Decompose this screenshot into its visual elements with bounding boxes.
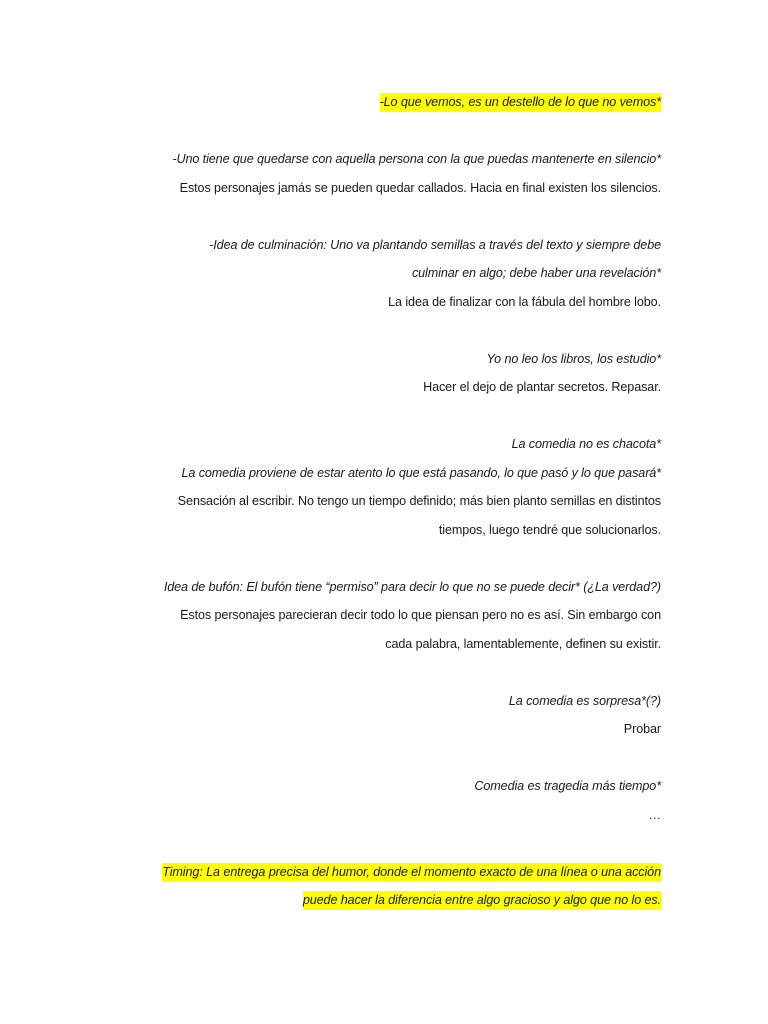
note-paragraph [100, 772, 661, 829]
note-paragraph [100, 345, 661, 402]
note-line [100, 231, 661, 260]
line-text: … [648, 807, 661, 822]
note-line [100, 772, 661, 801]
note-line [100, 88, 661, 117]
paragraph-spacer [100, 117, 661, 146]
paragraph-spacer [100, 744, 661, 773]
note-paragraph [100, 858, 661, 915]
note-line [100, 145, 661, 174]
document-body [100, 88, 661, 915]
note-line [100, 430, 661, 459]
note-paragraph [100, 687, 661, 744]
note-paragraph [100, 145, 661, 202]
note-line [100, 259, 661, 288]
line-text: cada palabra, lamentablemente, definen su existir. [385, 636, 661, 651]
line-text: Yo no leo los libros, los estudio* [486, 351, 661, 366]
line-text: La idea de finalizar con la fábula del hombre lobo. [388, 294, 661, 309]
note-paragraph [100, 430, 661, 544]
note-line [100, 516, 661, 545]
line-text: La comedia proviene de estar atento lo que está pasando, lo que pasó y lo que pasará* [181, 465, 661, 480]
paragraph-spacer [100, 658, 661, 687]
note-line [100, 459, 661, 488]
line-text: culminar en algo; debe haber una revelación* [411, 266, 661, 280]
note-paragraph [100, 231, 661, 317]
line-text: tiempos, luego tendré que solucionarlos. [438, 522, 661, 537]
highlighted-text: Timing: La entrega precisa del humor, donde el momento exacto de una línea o una acción [162, 863, 661, 882]
note-line [100, 174, 661, 203]
note-line [100, 886, 661, 915]
note-paragraph [100, 573, 661, 659]
note-line [100, 345, 661, 374]
line-text: Hacer el dejo de plantar secretos. Repasar. [423, 380, 661, 394]
line-text: Probar [623, 722, 661, 736]
note-line [100, 687, 661, 716]
line-text: Comedia es tragedia más tiempo* [474, 779, 661, 793]
highlighted-text: puede hacer la diferencia entre algo gracioso y algo que no lo es. [303, 891, 661, 910]
note-paragraph [100, 88, 661, 117]
line-text: Sensación al escribir. No tengo un tiempo definido; más bien planto semillas en distintos [177, 494, 661, 508]
paragraph-spacer [100, 316, 661, 345]
note-line [100, 573, 661, 602]
line-text: -Idea de culminación: Uno va plantando semillas a través del texto y siempre debe [209, 237, 661, 252]
note-line [100, 487, 661, 516]
highlighted-text: -Lo que vemos, es un destello de lo que no vemos* [380, 93, 661, 112]
paragraph-spacer [100, 829, 661, 858]
note-line [100, 601, 661, 630]
paragraph-spacer [100, 544, 661, 573]
note-line [100, 801, 661, 830]
line-text: La comedia no es chacota* [511, 437, 661, 451]
note-line [100, 373, 661, 402]
line-text: Estos personajes jamás se pueden quedar callados. Hacia en final existen los silencios. [179, 180, 661, 195]
paragraph-spacer [100, 402, 661, 431]
paragraph-spacer [100, 202, 661, 231]
note-line [100, 715, 661, 744]
note-line [100, 288, 661, 317]
line-text: Estos personajes parecieran decir todo lo que piensan pero no es así. Sin embargo con [180, 608, 661, 622]
note-line [100, 630, 661, 659]
line-text: La comedia es sorpresa*(?) [508, 693, 661, 708]
line-text: -Uno tiene que quedarse con aquella persona con la que puedas mantenerte en silencio* [172, 152, 661, 166]
note-line [100, 858, 661, 887]
line-text: Idea de bufón: El bufón tiene “permiso” para decir lo que no se puede decir* (¿La verdad?) [163, 579, 661, 594]
